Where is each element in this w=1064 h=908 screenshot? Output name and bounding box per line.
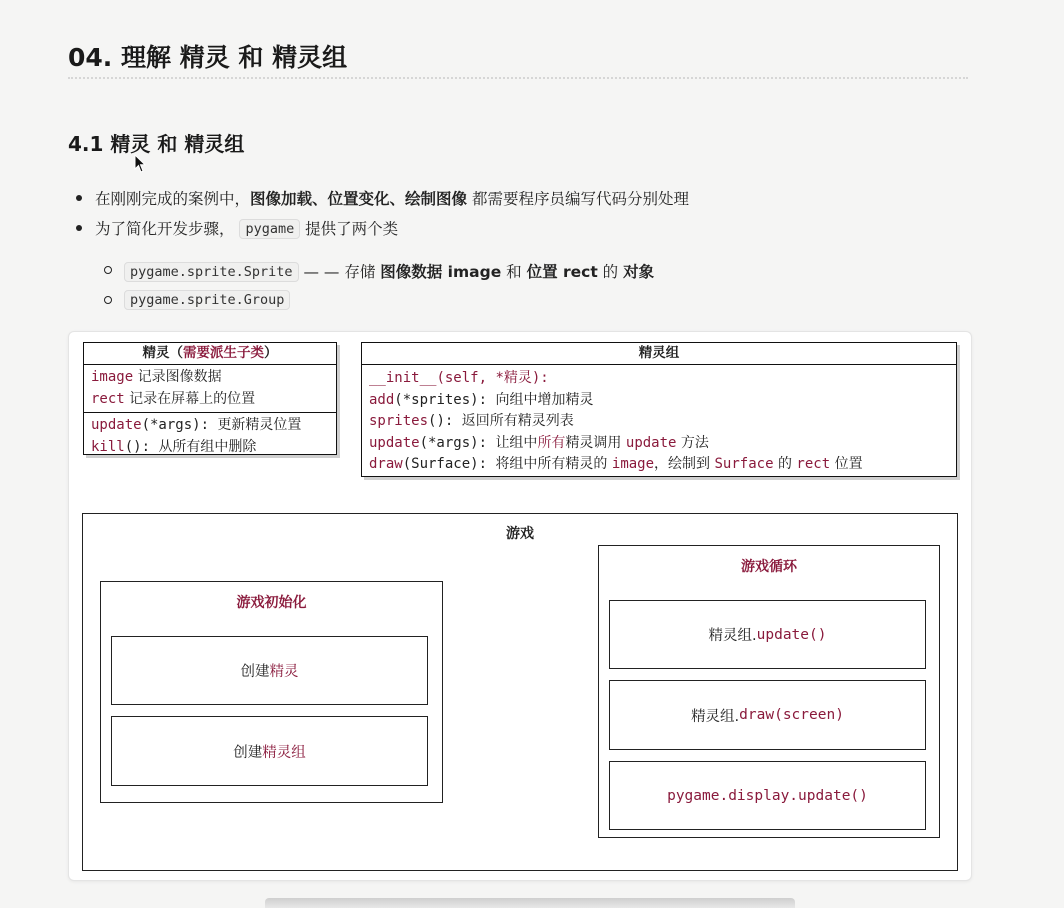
sprites-desc: 返回所有精灵列表 [461, 413, 574, 429]
bullet-1-tail: 都需要程序员编写代码分别处理 [467, 190, 689, 208]
group-update-code: update() [756, 626, 827, 643]
create-group-red: 精灵组 [262, 744, 306, 761]
g-update-name: update [369, 434, 420, 451]
method-kill-name: kill [91, 438, 125, 455]
group-class-chip: pygame.sprite.Group [124, 290, 290, 310]
g-update-desc2: 精灵调用 [565, 434, 626, 451]
init-sig: (self, * [436, 370, 504, 386]
attr-rect-name: rect [91, 390, 125, 407]
sprite-methods [84, 413, 336, 460]
g-update-desc1: 让组中 [495, 434, 538, 451]
method-update-sig: (*args): [141, 417, 218, 433]
bullet-1-text: 在刚刚完成的案例中， [95, 190, 251, 208]
group-draw-pre: 精灵组. [691, 708, 740, 725]
sub-bullet-1-mid-2: 的 [597, 263, 624, 281]
display-update-step [609, 761, 926, 830]
sprite-class-chip: pygame.sprite.Sprite [124, 262, 299, 282]
game-loop-title: 游戏循环 [741, 559, 797, 575]
attr-image [91, 367, 329, 389]
g-update-kw: update [625, 434, 677, 451]
add-sig: (*sprites): [394, 391, 496, 408]
group-update-pre: 精灵组. [708, 628, 757, 644]
pygame-code-chip: pygame [239, 219, 300, 239]
sub-bullet-1 [124, 260, 654, 282]
create-sprite-pre: 创建 [240, 664, 270, 680]
g-update-sig: (*args): [419, 434, 496, 451]
method-kill-sig: (): [124, 438, 159, 455]
create-sprite-red: 精灵 [269, 664, 299, 680]
title-divider [68, 77, 968, 79]
group-class-title: 精灵组 [362, 343, 956, 365]
draw-desc3: 的 [773, 456, 797, 472]
attr-rect [91, 389, 329, 411]
attr-image-desc: 记录图像数据 [133, 369, 222, 385]
group-method-add [369, 390, 949, 412]
bottom-scroll-bar [265, 898, 795, 908]
section-title: 4.1 精灵 和 精灵组 [68, 132, 245, 156]
group-methods [362, 365, 956, 478]
init-end: ): [531, 370, 549, 386]
bullet-2 [95, 217, 398, 239]
attr-image-name: image [91, 369, 134, 385]
sub-bullet-1-dash: — — 存储 [298, 263, 381, 281]
create-group-pre: 创建 [233, 744, 263, 761]
add-name: add [369, 391, 395, 408]
sprites-sig: (): [428, 413, 462, 429]
g-update-desc3: 方法 [676, 434, 709, 451]
create-sprite-step [111, 636, 428, 705]
method-kill [91, 437, 329, 459]
sub-bullet-1-bold-1: 图像数据 image [380, 263, 502, 281]
draw-desc4: 位置 [830, 456, 863, 472]
group-update-step [609, 600, 926, 669]
group-draw-step [609, 680, 926, 750]
sprite-attributes [84, 365, 336, 413]
bullet-2-text: 为了简化开发步骤， [95, 220, 235, 238]
group-method-update [369, 433, 949, 455]
method-update-name: update [91, 417, 142, 433]
draw-kw1: image [611, 456, 655, 472]
group-method-draw [369, 454, 949, 476]
method-update-desc: 更新精灵位置 [217, 417, 302, 433]
display-update-code: pygame.display.update() [667, 787, 868, 804]
method-kill-desc: 从所有组中删除 [158, 438, 257, 455]
sub-bullet-1-bold-2: 位置 rect [526, 263, 598, 281]
sub-bullet-1-bold-3: 对象 [623, 263, 655, 281]
bullet-2-tail: 提供了两个类 [300, 220, 399, 238]
sub-bullet-2 [124, 290, 290, 310]
page-title: 04. 理解 精灵 和 精灵组 [68, 43, 348, 72]
method-update [91, 415, 329, 437]
sub-bullet-1-mid: 和 [501, 263, 527, 281]
game-init-title: 游戏初始化 [236, 595, 307, 611]
draw-name: draw [369, 456, 403, 472]
draw-kw3: rect [796, 456, 831, 472]
group-method-sprites [369, 411, 949, 433]
add-desc: 向组中增加精灵 [495, 391, 594, 408]
sprite-class-title [84, 343, 336, 365]
create-group-step [111, 716, 428, 786]
g-update-red: 所有 [537, 434, 566, 451]
init-arg: 精灵 [503, 370, 532, 386]
draw-kw2: Surface [714, 456, 774, 472]
draw-desc2: ，绘制到 [654, 456, 715, 472]
sprites-name: sprites [369, 413, 429, 429]
group-method-init [369, 368, 949, 390]
sprite-class-box [83, 342, 337, 455]
bullet-1-bold: 图像加载、位置变化、绘制图像 [250, 190, 468, 208]
sprite-title-note: 需要派生子类 [183, 345, 264, 361]
attr-rect-desc: 记录在屏幕上的位置 [124, 390, 256, 407]
game-title: 游戏 [506, 526, 534, 542]
init-name: __init__ [369, 370, 437, 386]
draw-sig: (Surface): [402, 456, 496, 472]
sprite-title-pre: 精灵（ [142, 345, 183, 361]
group-class-box [361, 342, 957, 477]
sprite-title-post: ） [264, 345, 278, 361]
group-draw-code: draw(screen) [739, 707, 844, 723]
draw-desc1: 将组中所有精灵的 [495, 456, 612, 472]
mouse-cursor-icon [134, 154, 146, 174]
bullet-1 [95, 187, 689, 209]
